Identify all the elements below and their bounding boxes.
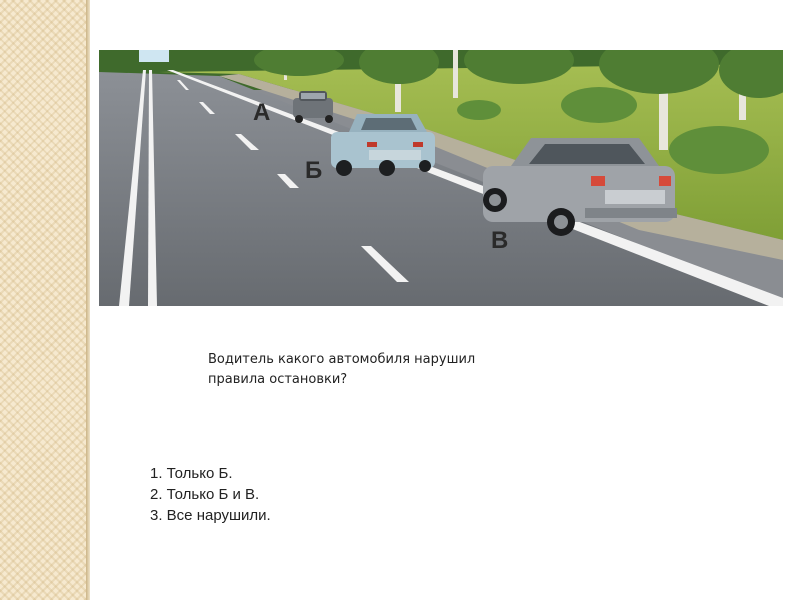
answer-option-3: 3. Все нарушили. <box>150 507 271 524</box>
side-strip-edge <box>86 0 90 600</box>
answer-list <box>150 463 271 526</box>
question-text <box>208 350 568 390</box>
question-line-1: Водитель какого автомобиля нарушил <box>208 352 476 367</box>
car-b <box>331 114 435 176</box>
question-line-2: правила остановки? <box>208 372 348 387</box>
label-a: А <box>253 99 271 126</box>
answer-option-1: 1. Только Б. <box>150 465 233 482</box>
label-b: Б <box>305 157 323 184</box>
road-scene-image <box>99 50 783 306</box>
answer-option-2: 2. Только Б и В. <box>150 486 260 503</box>
decorative-side-strip <box>0 0 86 600</box>
label-v: В <box>491 227 509 254</box>
